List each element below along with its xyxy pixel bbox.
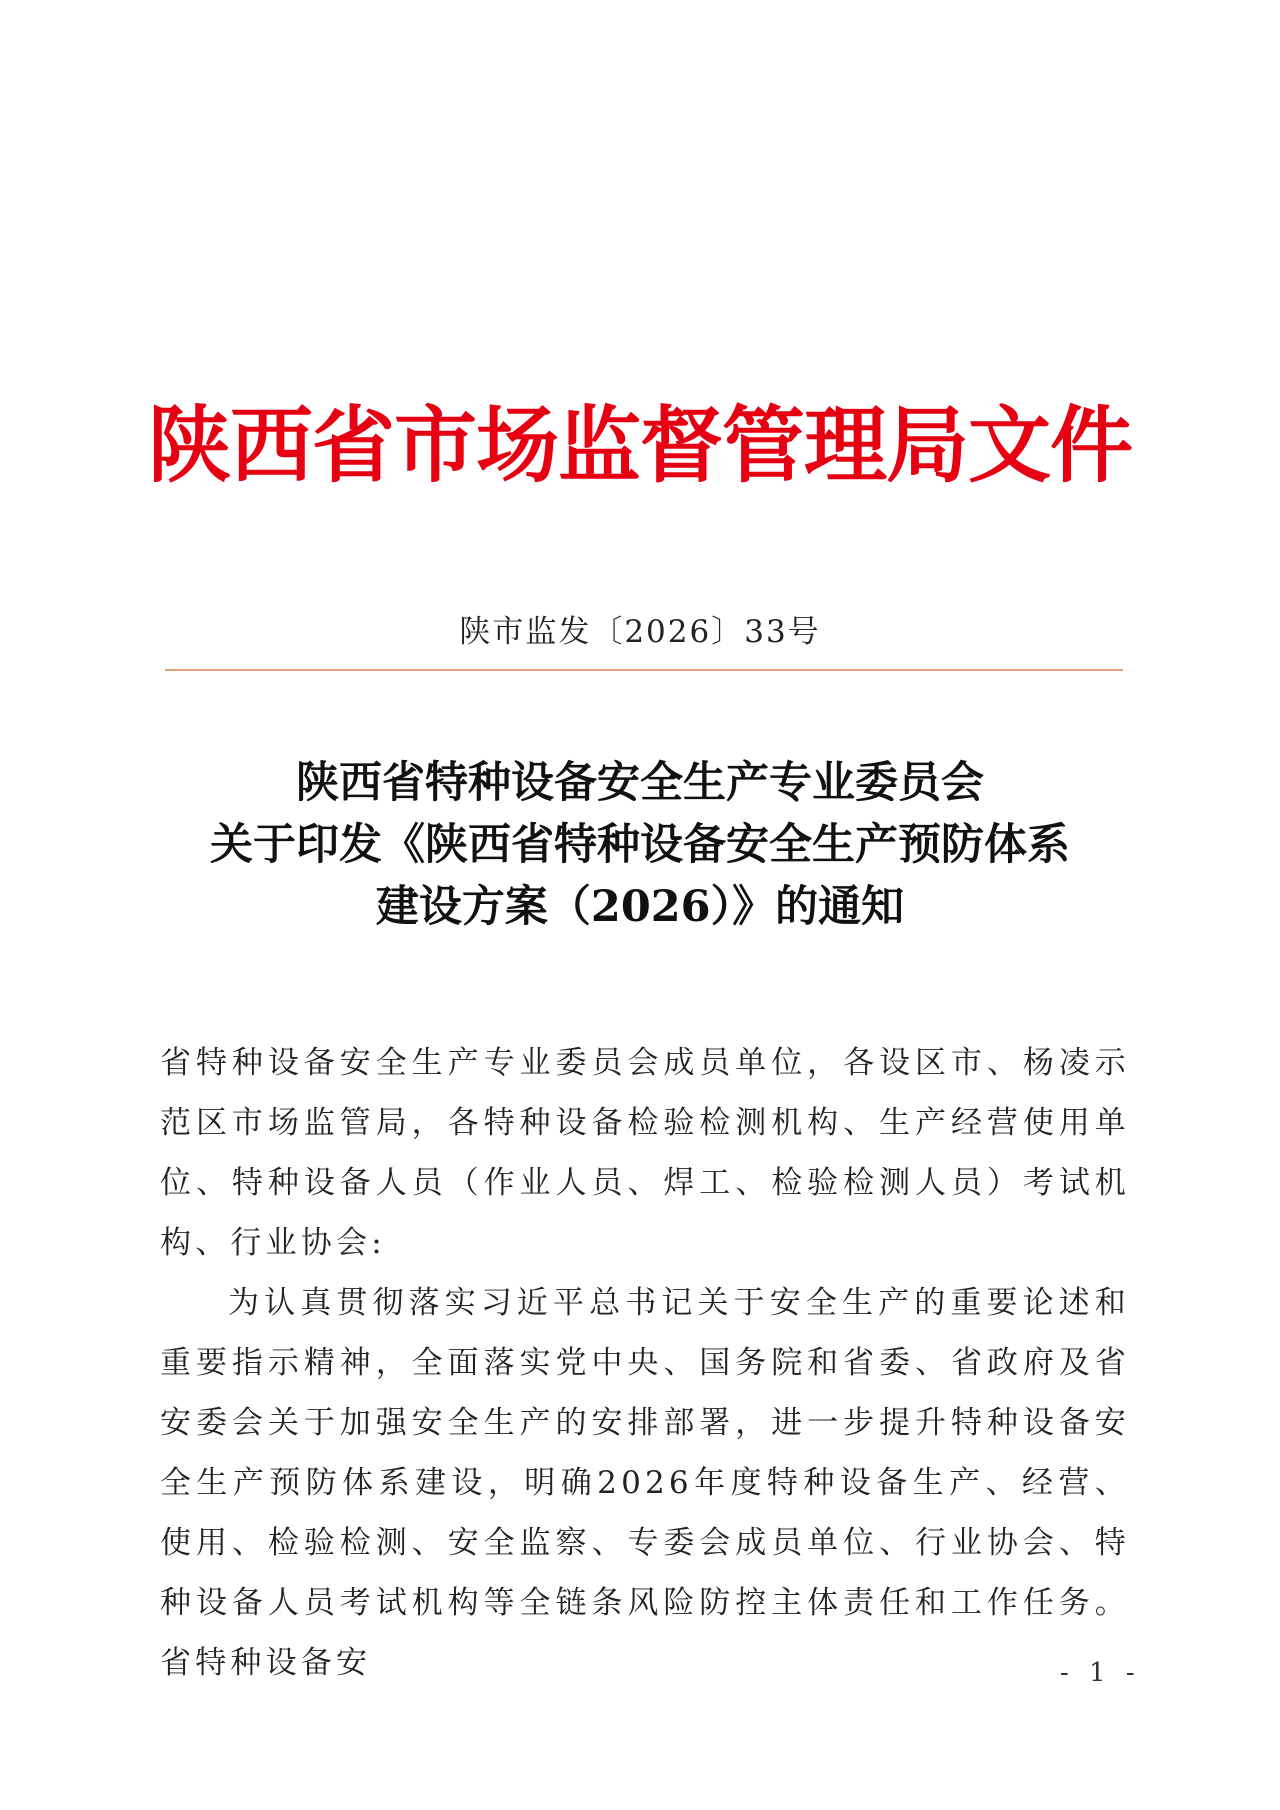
notice-title-line-3: 建设方案（2026）》的通知 — [375, 882, 905, 932]
agency-header-title: 陕西省市场监督管理局文件 — [148, 396, 1132, 494]
document-number: 陕市监发〔2026〕33号 — [459, 614, 821, 650]
notice-title — [0, 752, 1280, 938]
page-number: - 1 - — [1060, 1658, 1141, 1688]
document-body — [160, 1033, 1130, 1693]
recipients-paragraph: 省特种设备安全生产专业委员会成员单位，各设区市、杨凌示范区市场监管局，各特种设备检验检测机构、生产经营使用单位、特种设备人员（作业人员、焊工、检验检测人员）考试机构、行业协会: — [160, 1045, 1130, 1261]
notice-title-line-2: 关于印发《陕西省特种设备安全生产预防体系 — [210, 820, 1070, 870]
body-paragraph-1: 为认真贯彻落实习近平总书记关于安全生产的重要论述和重要指示精神，全面落实党中央、国务院和省委、省政府及省安委会关于加强安全生产的安排部署，进一步提升特种设备安全生产预防体系建设，明确2026年度特种设备生产、经营、使用、检验检测、安全监察、专委会成员单位、行业协会、特种设备人员考试机构等全链条风险防控主体责任和工作任务。省特种设备安 — [160, 1285, 1130, 1681]
header-divider — [165, 669, 1123, 671]
notice-title-line-1: 陕西省特种设备安全生产专业委员会 — [296, 758, 984, 808]
